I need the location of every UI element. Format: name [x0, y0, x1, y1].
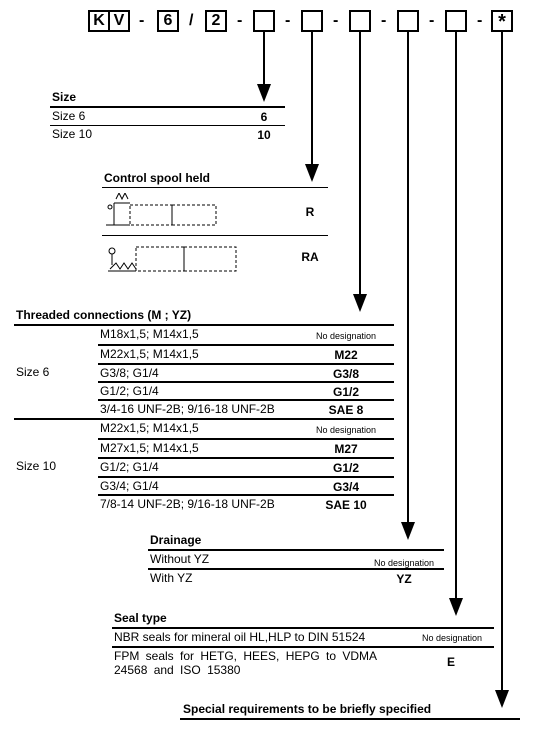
divider — [14, 418, 394, 420]
code-box-size: 6 — [157, 10, 179, 32]
seal-title: Seal type — [114, 611, 167, 625]
code-separator: - — [139, 12, 145, 29]
divider — [180, 718, 520, 720]
conn-value: SAE 8 — [328, 403, 364, 417]
group-label-size6: Size 6 — [16, 365, 50, 379]
code-separator: - — [237, 12, 243, 29]
divider — [50, 106, 285, 108]
group-label-size10: Size 10 — [16, 459, 57, 473]
divider — [98, 363, 394, 365]
conn-label: 7/8-14 UNF-2B; 9/16-18 UNF-2B — [100, 497, 275, 511]
conn-value: G1/2 — [332, 385, 359, 399]
conn-value: M27 — [334, 442, 358, 456]
drainage-label: Without YZ — [150, 552, 210, 566]
divider — [148, 568, 444, 570]
divider — [98, 457, 394, 459]
size-value: 6 — [260, 110, 268, 124]
conn-label: G3/4; G1/4 — [100, 479, 159, 493]
divider — [98, 476, 394, 478]
divider — [148, 549, 444, 551]
size-title: Size — [52, 90, 77, 104]
seal-value: E — [446, 655, 455, 669]
code-box-special: * — [491, 10, 513, 32]
code-separator: - — [477, 12, 483, 29]
code-separator: - — [381, 12, 387, 29]
code-separator: - — [429, 12, 435, 29]
conn-label: M27x1,5; M14x1,5 — [100, 441, 199, 455]
drainage-title: Drainage — [150, 533, 202, 547]
divider — [98, 381, 394, 383]
code-separator: - — [285, 12, 291, 29]
seal-label: NBR seals for mineral oil HL,HLP to DIN 51524 — [114, 630, 366, 644]
conn-label: G1/2; G1/4 — [100, 384, 159, 398]
code-box-k: K — [88, 10, 110, 32]
code-box-version: 2 — [205, 10, 227, 32]
code-separator: / — [189, 12, 194, 29]
size-label: Size 10 — [52, 127, 93, 141]
conn-label: M22x1,5; M14x1,5 — [100, 347, 199, 361]
spool-title: Control spool held — [104, 171, 210, 185]
drainage-label: With YZ — [150, 571, 193, 585]
divider — [98, 399, 394, 401]
divider — [98, 438, 394, 440]
detent-held-symbol — [106, 243, 240, 275]
conn-label: M18x1,5; M14x1,5 — [100, 327, 199, 341]
divider — [50, 125, 285, 126]
conn-value: G3/8 — [332, 367, 359, 381]
size-label: Size 6 — [52, 109, 86, 123]
divider — [102, 235, 328, 236]
divider — [14, 324, 394, 326]
conn-value: No designation — [315, 331, 377, 341]
spring-held-symbol — [104, 193, 220, 229]
drainage-value: No designation — [373, 558, 435, 568]
threaded-title: Threaded connections (M ; YZ) — [16, 308, 192, 322]
seal-value: No designation — [421, 633, 483, 643]
divider — [102, 187, 328, 188]
code-box-v: V — [108, 10, 130, 32]
divider — [112, 646, 494, 648]
conn-label: G1/2; G1/4 — [100, 460, 159, 474]
divider — [98, 344, 394, 346]
code-separator: - — [333, 12, 339, 29]
conn-label: M22x1,5; M14x1,5 — [100, 421, 199, 435]
divider — [98, 494, 394, 496]
conn-value: M22 — [334, 348, 358, 362]
conn-label: 3/4-16 UNF-2B; 9/16-18 UNF-2B — [100, 402, 275, 416]
special-title: Special requirements to be briefly specified — [183, 702, 432, 716]
spool-value: RA — [301, 250, 319, 264]
seal-label: FPM seals for HETG, HEES, HEPG to VDMA 24568 and ISO 15380 — [114, 649, 377, 677]
conn-value: SAE 10 — [325, 498, 367, 512]
drainage-value: YZ — [396, 572, 412, 586]
conn-value: G3/4 — [332, 480, 359, 494]
conn-label: G3/8; G1/4 — [100, 366, 159, 380]
divider — [112, 627, 494, 629]
spool-value: R — [305, 205, 315, 219]
size-value: 10 — [257, 128, 271, 142]
conn-value: No designation — [315, 425, 377, 435]
conn-value: G1/2 — [332, 461, 359, 475]
